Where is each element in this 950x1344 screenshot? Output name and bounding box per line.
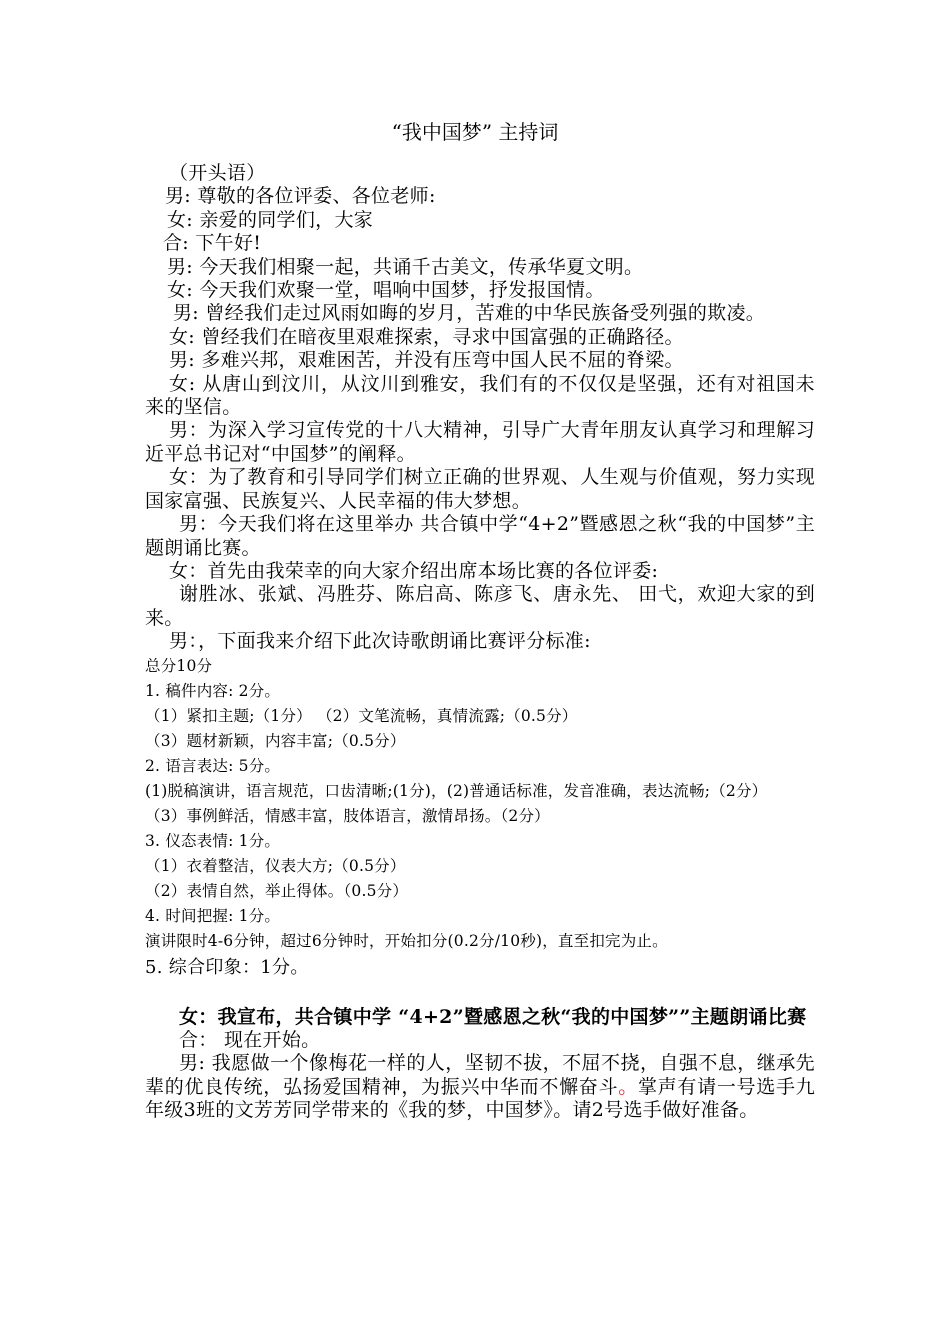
- document-body: [145, 162, 815, 1123]
- dialogue-line: 女: 从唐山到汶川，从汶川到雅安，我们有的不仅仅是坚强，还有对祖国未来的坚信。: [145, 372, 815, 419]
- dialogue-line: 男：，下面我来介绍下此次诗歌朗诵比赛评分标准:: [169, 630, 591, 653]
- announcement: 女：我宣布，共合镇中学 “4+2”暨感恩之秋“我的中国梦””主题朗诵比赛: [179, 1005, 807, 1028]
- scoring-line: （2）表情自然，举止得体。（0.5分）: [145, 881, 409, 900]
- scoring-line: （3）题材新颖，内容丰富;（0.5分）: [145, 731, 406, 750]
- dialogue-line: 男：今天我们将在这里举办 共合镇中学“4+2”暨感恩之秋“我的中国梦”主题朗诵比赛。: [145, 513, 815, 559]
- scoring-line: （1）衣着整洁，仪表大方;（0.5分）: [145, 856, 406, 875]
- dialogue-line: 女: 今天我们欢聚一堂，唱响中国梦，抒发报国情。: [167, 279, 605, 302]
- dialogue-line: 女: 亲爱的同学们，大家: [167, 208, 374, 231]
- dialogue-line: 女：为了教育和引导同学们树立正确的世界观、人生观与价值观，努力实现国家富强、民族复兴、人民幸福的伟大梦想。: [145, 466, 815, 512]
- scoring-line: （3）事例鲜活，情感丰富，肢体语言，激情昂扬。（2分）: [145, 806, 550, 825]
- scoring-line: 演讲限时4-6分钟，超过6分钟时，开始扣分(0.2分/10秒)，直至扣完为止。: [145, 931, 668, 950]
- final-paragraph: [145, 1052, 815, 1122]
- scoring-line: 总分10分: [145, 656, 213, 675]
- scoring-line: （1）紧扣主题;（1分） （2）文笔流畅，真情流露;（0.5分）: [145, 706, 578, 725]
- scoring-line: 2. 语言表达: 5分。: [145, 756, 281, 775]
- page-title: “我中国梦” 主持词: [391, 120, 559, 144]
- dialogue-line: 女: 曾经我们在暗夜里艰难探索，寻求中国富强的正确路径。: [169, 325, 684, 348]
- dialogue-line: 女：首先由我荣幸的向大家介绍出席本场比赛的各位评委:: [169, 559, 659, 582]
- red-punctuation: 。: [618, 1075, 638, 1098]
- dialogue-line: 男：为深入学习宣传党的十八大精神，引导广大青年朋友认真学习和理解习近平总书记对“中国梦”的阐释。: [145, 419, 815, 465]
- dialogue-line: 男: 曾经我们走过风雨如晦的岁月，苦难的中华民族备受列强的欺凌。: [173, 302, 766, 325]
- dialogue-line: 合： 现在开始。: [179, 1028, 321, 1051]
- scoring-item-5: 5. 综合印象：1分。: [145, 956, 309, 978]
- dialogue-line: 男: 尊敬的各位评委、各位老师:: [165, 185, 436, 208]
- judges-line: 谢胜冰、张斌、冯胜芬、陈启高、陈彦飞、唐永先、 田弋，欢迎大家的到来。: [145, 583, 815, 629]
- scoring-line: (1)脱稿演讲，语言规范，口齿清晰;(1分)，(2)普通话标准，发音准确，表达流畅;（2分）: [145, 781, 768, 800]
- final-text-continued: 掌声有请一号选手九年级3班的文芳芳同学带来的《我的梦，中国梦》。请2号选手做好准备。: [145, 1075, 815, 1122]
- dialogue-line: 男: 今天我们相聚一起，共诵千古美文，传承华夏文明。: [167, 255, 644, 278]
- final-text: 男: 我愿做一个像梅花一样的人，坚韧不拔，不屈不挠，自强不息，继承先辈的优良传统，弘扬爱国精神，为振兴中华而不懈奋斗: [145, 1052, 815, 1098]
- scoring-line: 3. 仪态表情: 1分。: [145, 831, 281, 850]
- blank-line: [145, 981, 815, 1006]
- opening-line: （开头语）: [169, 162, 266, 184]
- scoring-line: 1. 稿件内容: 2分。: [145, 681, 281, 700]
- scoring-line: 4. 时间把握: 1分。: [145, 906, 281, 925]
- dialogue-line: 男: 多难兴邦，艰难困苦，并没有压弯中国人民不屈的脊梁。: [169, 349, 684, 372]
- dialogue-line: 合: 下午好!: [163, 232, 262, 255]
